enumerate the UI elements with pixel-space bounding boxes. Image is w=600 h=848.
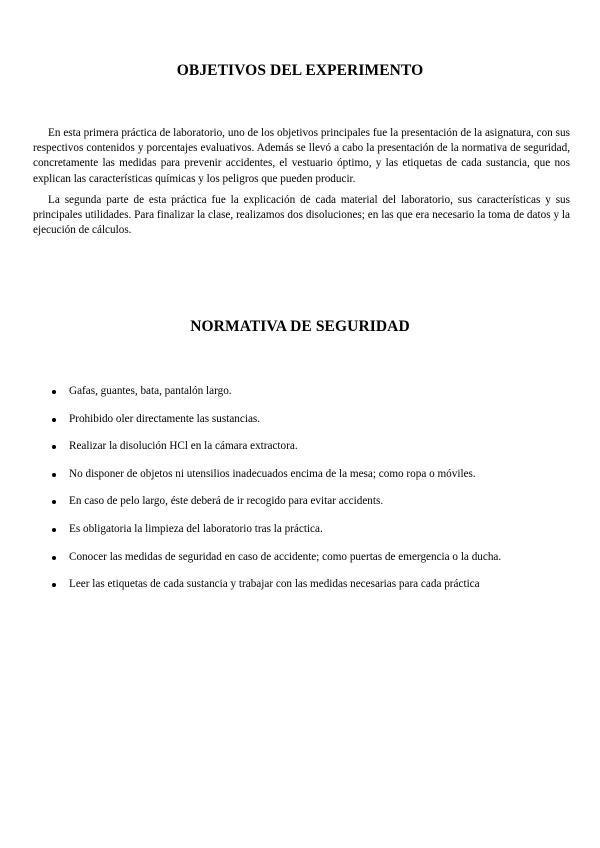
objetivos-paragraph-1: En esta primera práctica de laboratorio, uno de los objetivos principales fue la presentación de la asignatura, con sus respectivos contenidos y porcentajes evaluativos. Además se llevó a cabo la presentación de la normativa de seguridad, concretamente las medidas para prevenir accidentes, el vestuario óptimo, y las etiquetas de cada sustancia, que nos explican las características químicas y los peligros que pueden producir. [33, 127, 570, 185]
bullet-icon [52, 390, 56, 394]
normativa-list-item [52, 550, 572, 578]
bullet-icon [52, 583, 56, 587]
normativa-list-item [52, 494, 572, 522]
normativa-list-item [52, 439, 572, 467]
bullet-icon [52, 473, 56, 477]
normativa-item-text: Gafas, guantes, bata, pantalón largo. [69, 385, 232, 397]
normativa-item-text: Conocer las medidas de seguridad en caso de accidente; como puertas de emergencia o la ducha. [69, 550, 502, 563]
normativa-list-item [52, 412, 572, 440]
bullet-icon [52, 418, 56, 422]
bullet-icon [52, 445, 56, 449]
normativa-item-text: En caso de pelo largo, éste deberá de ir recogido para evitar accidents. [69, 495, 384, 508]
normativa-list-item [52, 384, 572, 412]
objetivos-paragraph-2: La segunda parte de esta práctica fue la explicación de cada material del laboratorio, sus características y sus principales utilidades. Para finalizar la clase, realizamos dos disoluciones; en las que era necesario la toma de datos y la ejecución de cálculos. [33, 194, 570, 237]
normativa-list-item [52, 577, 572, 605]
normativa-item-text: Realizar la disolución HCl en la cámara extractora. [69, 440, 298, 453]
objetivos-heading: OBJETIVOS DEL EXPERIMENTO [176, 62, 424, 79]
bullet-icon [52, 500, 56, 504]
normativa-item-text: No disponer de objetos ni utensilios inadecuados encima de la mesa; como ropa o móviles. [69, 467, 476, 480]
bullet-icon [52, 528, 56, 532]
normativa-list-item [52, 522, 572, 550]
normativa-item-text: Leer las etiquetas de cada sustancia y trabajar con las medidas necesarias para cada práctica [69, 578, 480, 591]
normativa-list [52, 384, 572, 605]
normativa-item-text: Prohibido oler directamente las sustancias. [69, 412, 261, 425]
normativa-heading: NORMATIVA DE SEGURIDAD [190, 318, 410, 335]
bullet-icon [52, 556, 56, 560]
normativa-list-item [52, 467, 572, 495]
normativa-item-text: Es obligatoria la limpieza del laboratorio tras la práctica. [69, 522, 323, 535]
